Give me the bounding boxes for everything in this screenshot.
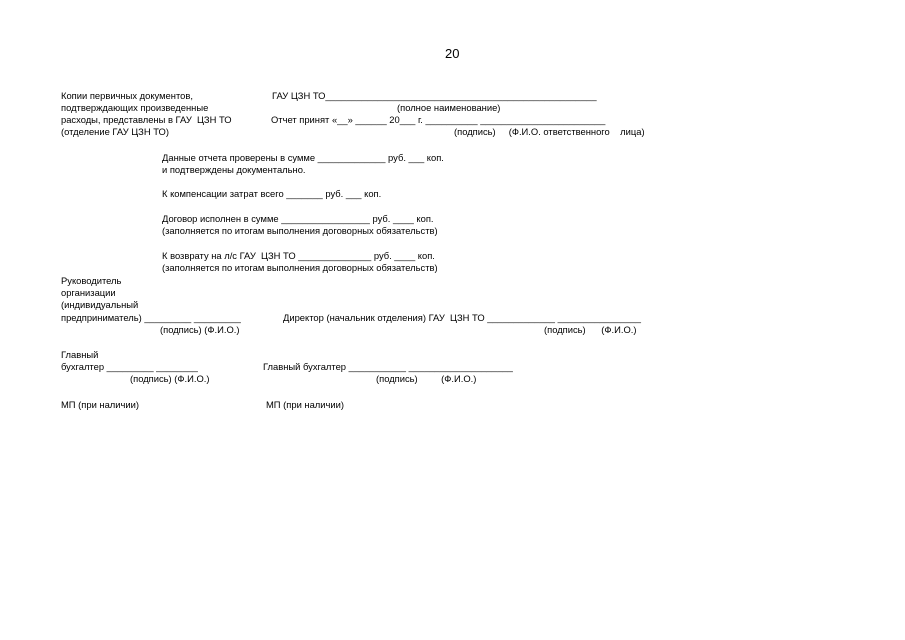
stamp-right: МП (при наличии) bbox=[266, 399, 344, 410]
head-label-line1: Руководитель bbox=[61, 275, 122, 286]
report-accepted-caption: (подпись) (Ф.И.О. ответственного лица) bbox=[454, 126, 645, 137]
head-signature-line: предприниматель) _________ _________ bbox=[61, 312, 241, 323]
page-number: 20 bbox=[445, 46, 460, 61]
head-signature-caption: (подпись) (Ф.И.О.) bbox=[160, 324, 240, 335]
refund-note: (заполняется по итогам выполнения договорных обязательств) bbox=[162, 262, 438, 273]
chief-accountant-line: Главный бухгалтер ___________ ____________________ bbox=[263, 361, 513, 372]
checked-amount-line: Данные отчета проверены в сумме _____________ руб. ___ коп. bbox=[162, 152, 444, 163]
copies-label-line4: (отделение ГАУ ЦЗН ТО) bbox=[61, 126, 169, 137]
stamp-left: МП (при наличии) bbox=[61, 399, 139, 410]
org-name-line: ГАУ ЦЗН ТО____________________________________________________ bbox=[272, 90, 597, 101]
contract-amount-line: Договор исполнен в сумме _________________ руб. ____ коп. bbox=[162, 213, 434, 224]
refund-line: К возврату на л/с ГАУ ЦЗН ТО ______________ руб. ____ коп. bbox=[162, 250, 435, 261]
copies-label-line3: расходы, представлены в ГАУ ЦЗН ТО bbox=[61, 114, 232, 125]
copies-label-line1: Копии первичных документов, bbox=[61, 90, 193, 101]
director-signature-caption: (подпись) (Ф.И.О.) bbox=[544, 324, 637, 335]
copies-label-line2: подтверждающих произведенные bbox=[61, 102, 209, 113]
head-label-line2: организации bbox=[61, 287, 116, 298]
accountant-label: Главный bbox=[61, 349, 99, 360]
accountant-signature-caption: (подпись) (Ф.И.О.) bbox=[130, 373, 210, 384]
chief-accountant-caption: (подпись) (Ф.И.О.) bbox=[376, 373, 477, 384]
compensation-line: К компенсации затрат всего _______ руб. ___ коп. bbox=[162, 188, 382, 199]
checked-documented-line: и подтверждены документально. bbox=[162, 164, 306, 175]
report-accepted-line: Отчет принят «__» ______ 20___ г. __________ ________________________ bbox=[271, 114, 606, 125]
head-label-line3: (индивидуальный bbox=[61, 299, 139, 310]
director-signature-line: Директор (начальник отделения) ГАУ ЦЗН ТО _____________ ________________ bbox=[283, 312, 642, 323]
org-name-caption: (полное наименование) bbox=[397, 102, 501, 113]
accountant-signature-line: бухгалтер _________ ________ bbox=[61, 361, 198, 372]
contract-note: (заполняется по итогам выполнения договорных обязательств) bbox=[162, 225, 438, 236]
